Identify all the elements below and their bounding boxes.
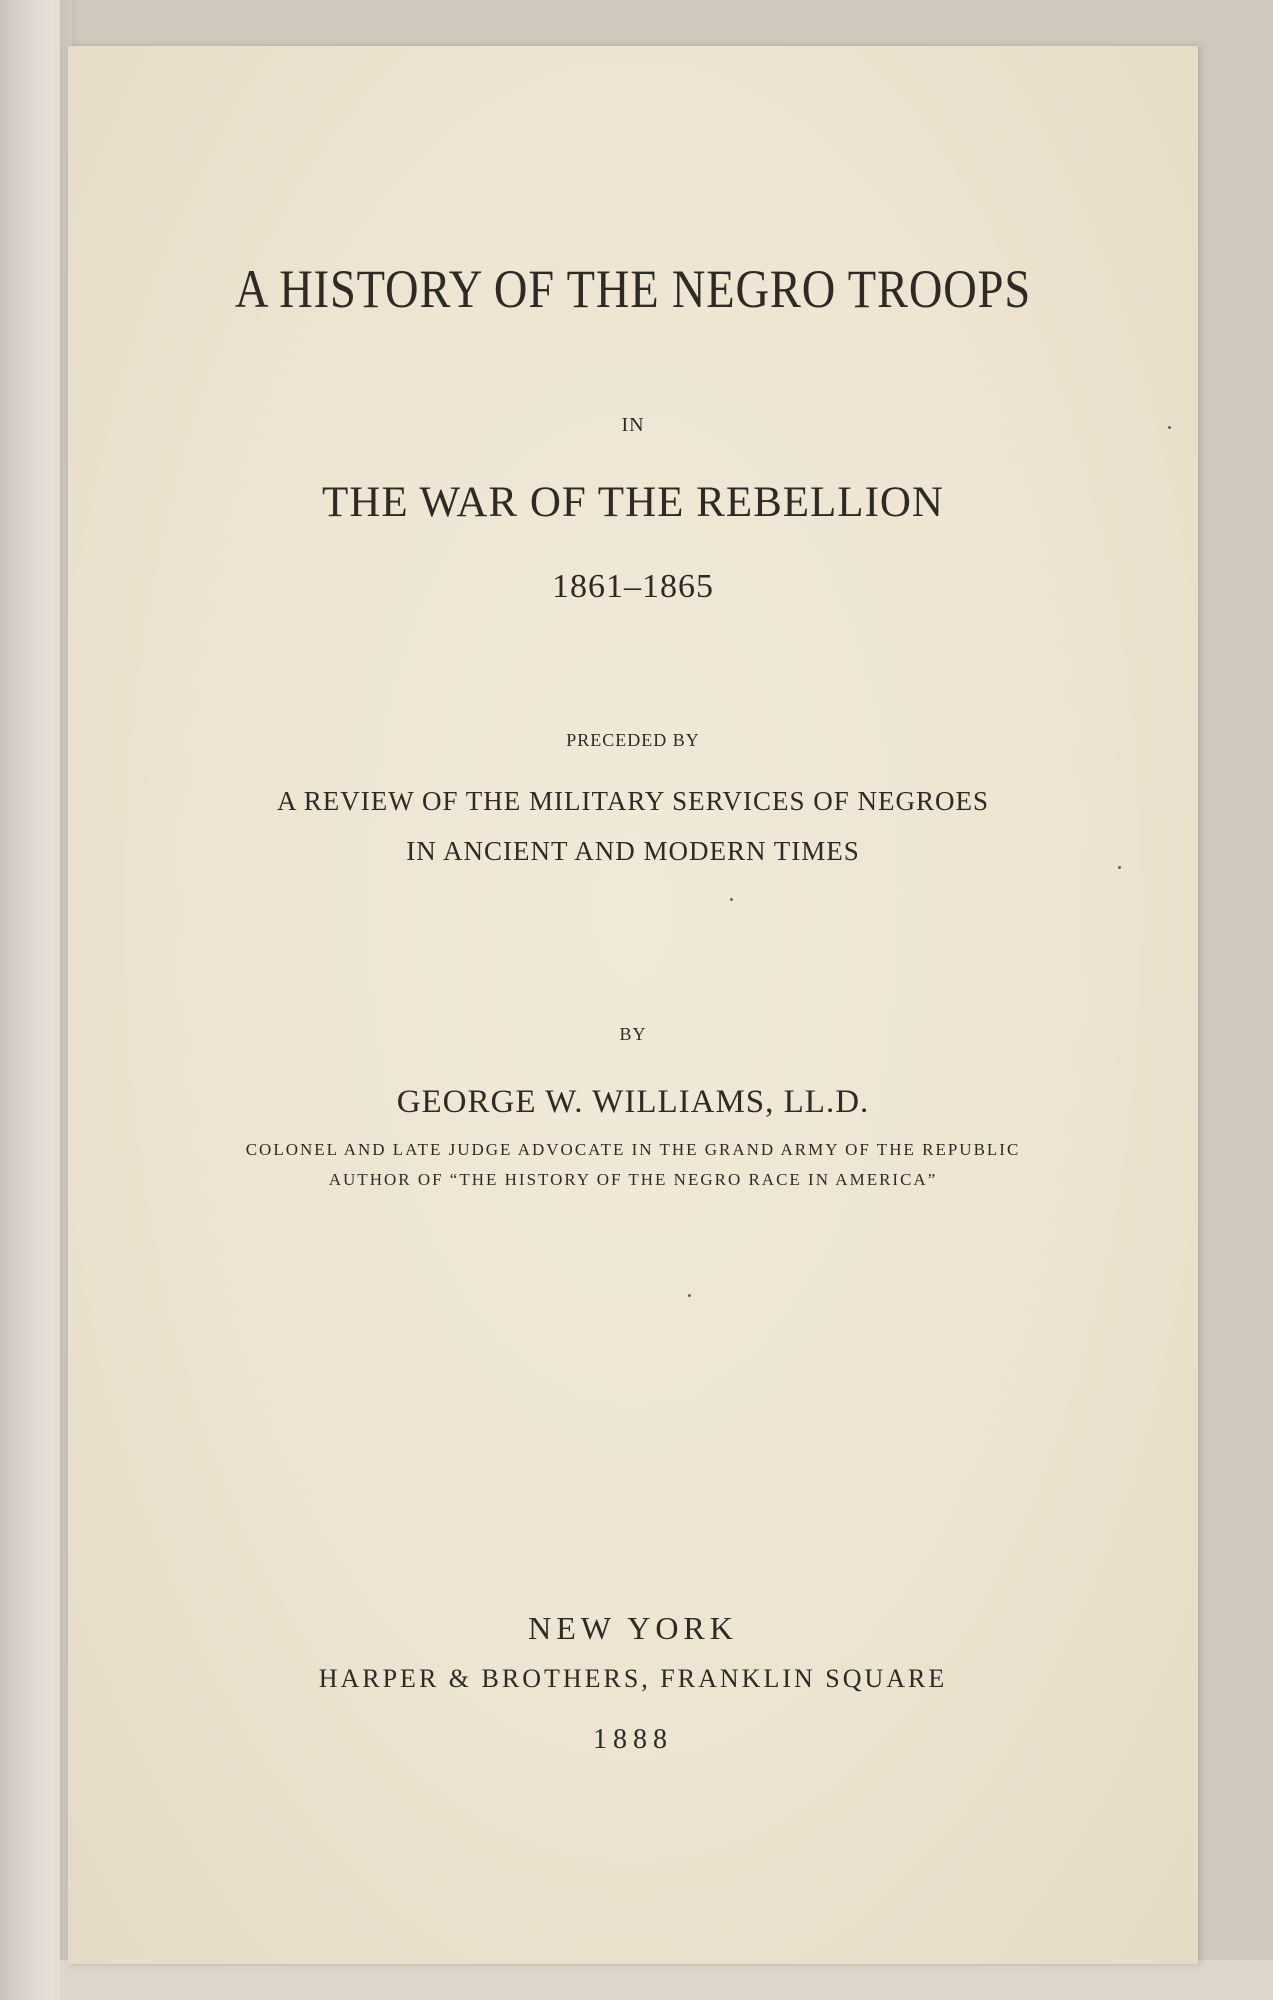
by-label: BY <box>619 1024 647 1044</box>
author-credit-line-2: AUTHOR OF “THE HISTORY OF THE NEGRO RACE IN AMERICA” <box>328 1170 938 1189</box>
book-subtitle: THE WAR OF THE REBELLION <box>322 479 944 526</box>
paper-speck <box>688 1294 691 1297</box>
publication-year: 1888 <box>593 1724 673 1755</box>
publisher: HARPER & BROTHERS, FRANKLIN SQUARE <box>318 1664 948 1693</box>
title-connector: IN <box>621 414 645 436</box>
preceded-by-label: PRECEDED BY <box>566 730 700 750</box>
author-name: GEORGE W. WILLIAMS, LL.D. <box>396 1084 870 1120</box>
book-title: A HISTORY OF THE NEGRO TROOPS <box>234 259 1032 319</box>
paper-speck <box>1118 866 1121 869</box>
author-credit-line-1: COLONEL AND LATE JUDGE ADVOCATE IN THE GRAND ARMY OF THE REPUBLIC <box>245 1140 1021 1159</box>
table-surface <box>60 1960 1273 2000</box>
paper-speck <box>1168 426 1171 429</box>
review-line-2: IN ANCIENT AND MODERN TIMES <box>406 836 860 866</box>
publication-city: NEW YORK <box>528 1610 738 1646</box>
review-line-1: A REVIEW OF THE MILITARY SERVICES OF NEGROES <box>277 786 989 816</box>
date-range: 1861–1865 <box>552 568 714 605</box>
title-page <box>68 46 1198 1964</box>
paper-speck <box>730 898 733 901</box>
